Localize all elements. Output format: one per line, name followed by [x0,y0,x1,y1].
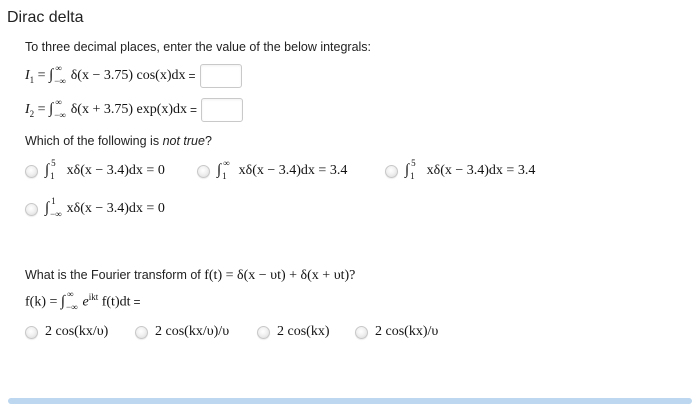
option-q2-a[interactable]: ∫ 5 1 xδ(x − 3.4)dx = 0 [25,162,165,180]
option-q2-b[interactable]: ∫ ∞ 1 xδ(x − 3.4)dx = 3.4 [197,162,347,180]
integral-1-label: $I_1$ = ∫ ∞ −∞ δ(x − 3.75) cos(x)dx [25,62,186,86]
radio-button[interactable] [257,326,270,339]
option-q2-c[interactable]: ∫ 5 1 xδ(x − 3.4)dx = 3.4 [385,162,535,180]
integral-2-label: $I_2$ = ∫ ∞ −∞ δ(x + 3.75) exp(x)dx [25,96,188,120]
integral-1-answer-input[interactable] [200,64,242,88]
instruction-text: To three decimal places, enter the value of the below integrals: [25,40,372,54]
radio-button[interactable] [355,326,368,339]
radio-button[interactable] [25,326,38,339]
option-q2-d[interactable]: ∫ 1 −∞ xδ(x − 3.4)dx = 0 [25,200,165,218]
radio-button[interactable] [135,326,148,339]
option-q3-c[interactable]: 2 cos(kx) [257,324,330,340]
radio-button[interactable] [385,165,398,178]
integral-1-row: $I_1$ = ∫ ∞ −∞ δ(x − 3.75) cos(x)dx = [25,64,242,88]
radio-button[interactable] [25,203,38,216]
question-fourier: What is the Fourier transform of f(t) = δ(x − υt) + δ(x + υt)? [25,268,356,283]
radio-button[interactable] [197,165,210,178]
page-title: Dirac delta [7,9,84,26]
question-not-true: Which of the following is not true? [25,134,212,148]
radio-button[interactable] [25,165,38,178]
option-q3-d[interactable]: 2 cos(kx)/υ [355,324,438,340]
option-q3-a[interactable]: 2 cos(kx/υ) [25,324,108,340]
bottom-divider-bar [8,398,692,404]
option-q3-b[interactable]: 2 cos(kx/υ)/υ [135,324,229,340]
fourier-equation: f(k) = ∫ ∞ −∞ $e^{ikt}$ f(t)dt = [25,289,141,313]
integral-2-row: $I_2$ = ∫ ∞ −∞ δ(x + 3.75) exp(x)dx = [25,98,243,122]
integral-2-answer-input[interactable] [201,98,243,122]
